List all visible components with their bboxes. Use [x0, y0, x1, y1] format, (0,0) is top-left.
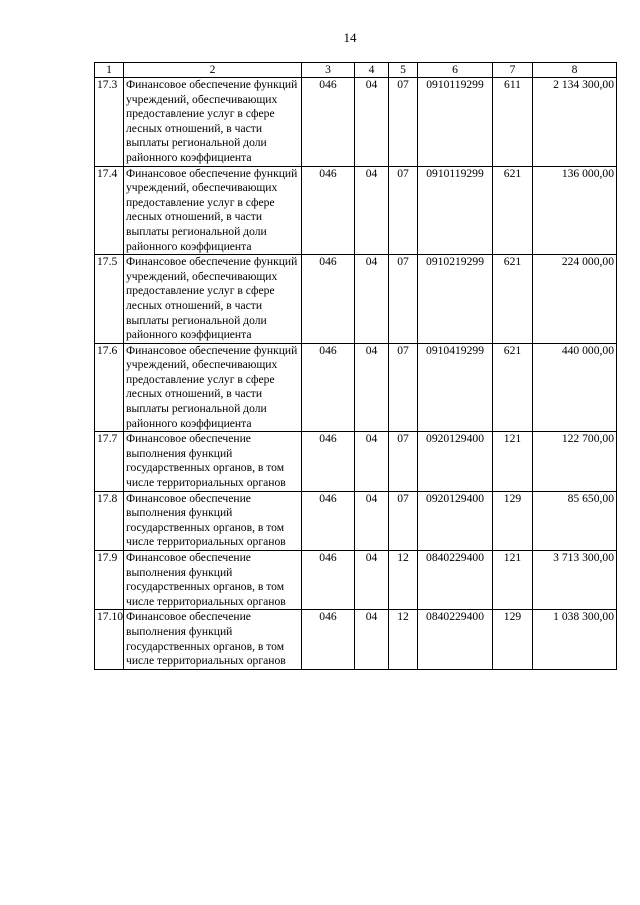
row-target-code: 0910119299: [418, 78, 493, 167]
budget-table: [94, 62, 617, 670]
row-amount: 85 650,00: [533, 491, 617, 550]
row-subsection-code: 12: [389, 551, 418, 610]
row-amount: 1 038 300,00: [533, 610, 617, 669]
row-expense-type: 121: [493, 432, 533, 491]
row-number: 17.3: [95, 78, 124, 167]
row-target-code: 0920129400: [418, 491, 493, 550]
row-section-code: 04: [355, 551, 389, 610]
row-description: Финансовое обеспечение выполнения функций государственных органов, в том числе территориальных органов: [124, 432, 302, 491]
header-col-8: 8: [533, 63, 617, 78]
row-expense-type: 121: [493, 551, 533, 610]
row-target-code: 0840229400: [418, 610, 493, 669]
row-expense-type: 621: [493, 166, 533, 255]
table-row: [95, 610, 617, 669]
row-description: Финансовое обеспечение функций учреждений, обеспечивающих предоставление услуг в сфере лесных отношений, в части выплаты региональной доли районного коэффициента: [124, 343, 302, 432]
row-target-code: 0920129400: [418, 432, 493, 491]
row-description: Финансовое обеспечение выполнения функций государственных органов, в том числе территориальных органов: [124, 610, 302, 669]
row-admin-code: 046: [302, 78, 355, 167]
row-amount: 136 000,00: [533, 166, 617, 255]
row-amount: 3 713 300,00: [533, 551, 617, 610]
row-admin-code: 046: [302, 343, 355, 432]
row-subsection-code: 07: [389, 166, 418, 255]
row-target-code: 0910119299: [418, 166, 493, 255]
row-expense-type: 129: [493, 491, 533, 550]
row-admin-code: 046: [302, 491, 355, 550]
row-amount: 122 700,00: [533, 432, 617, 491]
row-amount: 224 000,00: [533, 255, 617, 344]
table-header: [95, 63, 617, 78]
row-amount: 2 134 300,00: [533, 78, 617, 167]
row-subsection-code: 07: [389, 432, 418, 491]
row-target-code: 0910419299: [418, 343, 493, 432]
row-expense-type: 621: [493, 343, 533, 432]
row-number: 17.10: [95, 610, 124, 669]
header-col-7: 7: [493, 63, 533, 78]
table-body: [95, 78, 617, 670]
row-section-code: 04: [355, 343, 389, 432]
row-admin-code: 046: [302, 166, 355, 255]
row-number: 17.5: [95, 255, 124, 344]
header-col-6: 6: [418, 63, 493, 78]
row-section-code: 04: [355, 166, 389, 255]
row-subsection-code: 07: [389, 343, 418, 432]
row-target-code: 0840229400: [418, 551, 493, 610]
row-section-code: 04: [355, 432, 389, 491]
table-row: [95, 432, 617, 491]
row-number: 17.6: [95, 343, 124, 432]
header-row: [95, 63, 617, 78]
row-section-code: 04: [355, 78, 389, 167]
row-description: Финансовое обеспечение функций учреждений, обеспечивающих предоставление услуг в сфере лесных отношений, в части выплаты региональной доли районного коэффициента: [124, 166, 302, 255]
row-description: Финансовое обеспечение функций учреждений, обеспечивающих предоставление услуг в сфере лесных отношений, в части выплаты региональной доли районного коэффициента: [124, 255, 302, 344]
row-admin-code: 046: [302, 432, 355, 491]
row-expense-type: 129: [493, 610, 533, 669]
header-col-5: 5: [389, 63, 418, 78]
row-subsection-code: 07: [389, 491, 418, 550]
header-col-3: 3: [302, 63, 355, 78]
table-row: [95, 166, 617, 255]
header-col-1: 1: [95, 63, 124, 78]
row-section-code: 04: [355, 491, 389, 550]
row-number: 17.7: [95, 432, 124, 491]
row-subsection-code: 12: [389, 610, 418, 669]
row-expense-type: 621: [493, 255, 533, 344]
row-number: 17.8: [95, 491, 124, 550]
table-row: [95, 491, 617, 550]
table-row: [95, 78, 617, 167]
table-row: [95, 255, 617, 344]
table-row: [95, 343, 617, 432]
row-subsection-code: 07: [389, 78, 418, 167]
row-description: Финансовое обеспечение выполнения функций государственных органов, в том числе территориальных органов: [124, 551, 302, 610]
row-section-code: 04: [355, 610, 389, 669]
row-target-code: 0910219299: [418, 255, 493, 344]
row-amount: 440 000,00: [533, 343, 617, 432]
row-admin-code: 046: [302, 610, 355, 669]
row-description: Финансовое обеспечение выполнения функций государственных органов, в том числе территориальных органов: [124, 491, 302, 550]
page-number: 14: [343, 30, 357, 45]
row-number: 17.4: [95, 166, 124, 255]
row-admin-code: 046: [302, 255, 355, 344]
row-admin-code: 046: [302, 551, 355, 610]
row-description: Финансовое обеспечение функций учреждений, обеспечивающих предоставление услуг в сфере лесных отношений, в части выплаты региональной доли районного коэффициента: [124, 78, 302, 167]
row-number: 17.9: [95, 551, 124, 610]
table-row: [95, 551, 617, 610]
header-col-4: 4: [355, 63, 389, 78]
row-expense-type: 611: [493, 78, 533, 167]
row-section-code: 04: [355, 255, 389, 344]
row-subsection-code: 07: [389, 255, 418, 344]
header-col-2: 2: [124, 63, 302, 78]
